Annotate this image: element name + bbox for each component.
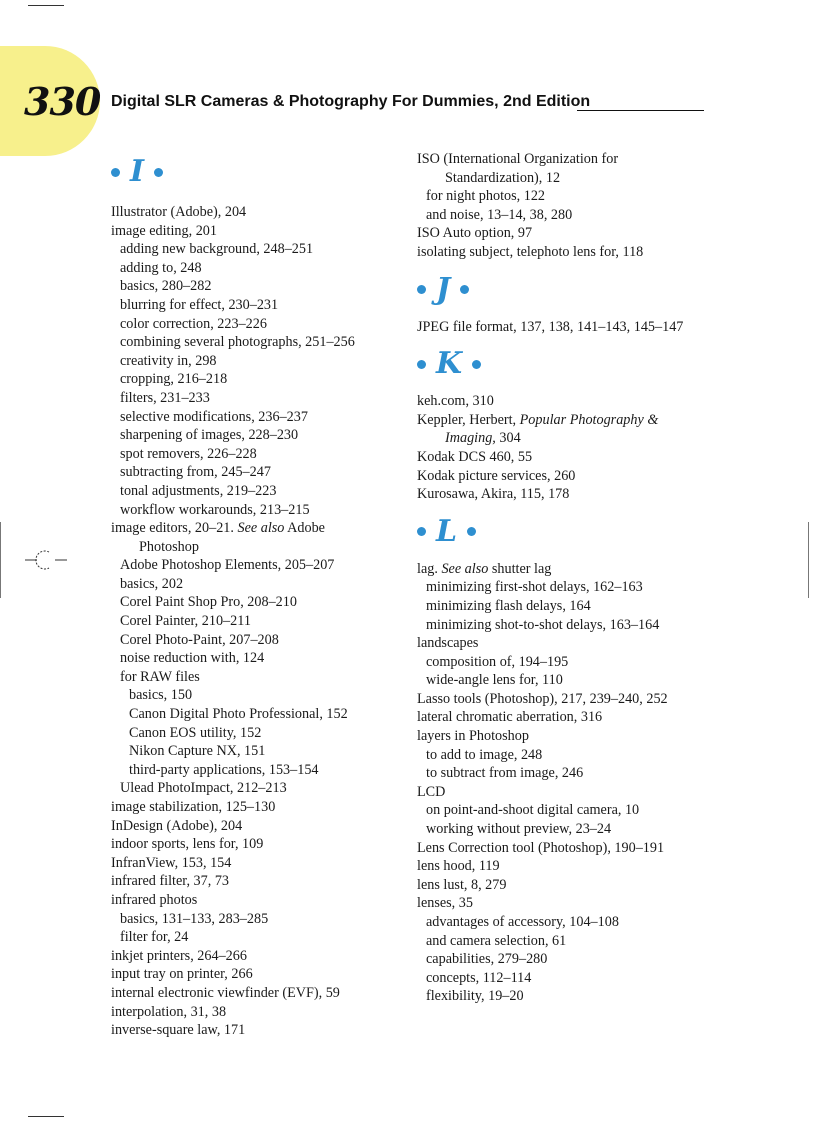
index-subsubentry: third-party applications, 153–154 <box>129 761 319 778</box>
index-entry: lens lust, 8, 279 <box>417 876 507 893</box>
index-subentry: composition of, 194–195 <box>426 653 569 670</box>
index-subentry: cropping, 216–218 <box>120 371 228 388</box>
bullet-dot-icon <box>417 527 426 536</box>
index-subsubentry: Canon EOS utility, 152 <box>129 724 262 741</box>
page-number: 330 <box>24 79 101 124</box>
index-entry: lateral chromatic aberration, 316 <box>417 709 603 726</box>
index-entry: Illustrator (Adobe), 204 <box>111 204 247 220</box>
index-subentry: combining several photographs, 251–256 <box>120 334 355 351</box>
section-letter: K <box>436 346 463 382</box>
index-subentry: creativity in, 298 <box>120 352 217 369</box>
section-letter: J <box>436 271 451 307</box>
bullet-dot-icon <box>467 527 476 536</box>
section-heading-i <box>111 150 401 194</box>
bullet-dot-icon <box>472 360 481 369</box>
index-subsubentry: Nikon Capture NX, 151 <box>129 743 266 760</box>
index-subentry: to subtract from image, 246 <box>426 765 584 782</box>
index-subentry: Adobe Photoshop Elements, 205–207 <box>120 557 335 574</box>
bullet-dot-icon <box>417 285 426 294</box>
bullet-dot-icon <box>111 168 120 177</box>
index-subentry: adding new background, 248–251 <box>120 241 314 258</box>
index-entry: interpolation, 31, 38 <box>111 1003 227 1020</box>
entry-text: lag. <box>417 560 438 577</box>
crop-mark-right <box>808 522 809 598</box>
index-subentry: capabilities, 279–280 <box>426 951 548 968</box>
index-subsubentry: Canon Digital Photo Professional, 152 <box>129 706 348 723</box>
index-subentry: blurring for effect, 230–231 <box>120 296 279 313</box>
section-heading-k <box>417 342 717 386</box>
section-letter: I <box>130 154 145 189</box>
index-entry: Kurosawa, Akira, 115, 178 <box>417 486 570 503</box>
index-entry <box>417 411 717 430</box>
entry-text: 304 <box>499 430 521 447</box>
index-entry: image stabilization, 125–130 <box>111 799 276 815</box>
index-entry: keh.com, 310 <box>417 393 494 410</box>
index-subentry: Corel Paint Shop Pro, 208–210 <box>120 594 297 611</box>
index-entry: InfranView, 153, 154 <box>111 854 232 871</box>
index-entry: input tray on printer, 266 <box>111 966 253 983</box>
crop-mark-left <box>0 522 1 598</box>
index-entry: Kodak DCS 460, 55 <box>417 448 533 465</box>
entry-text: image editors, 20–21. <box>111 520 234 537</box>
index-entry <box>111 519 401 538</box>
crop-mark-bottom <box>28 1116 64 1117</box>
registration-mark-icon <box>25 548 67 572</box>
bullet-dot-icon <box>154 168 163 177</box>
index-subentry: minimizing flash delays, 164 <box>426 597 591 614</box>
index-entry-continuation: Standardization), 12 <box>445 169 561 186</box>
index-entry: isolating subject, telephoto lens for, 118 <box>417 243 644 260</box>
index-entry <box>417 560 717 579</box>
index-entry: lens hood, 119 <box>417 858 500 875</box>
index-subentry: to add to image, 248 <box>426 746 543 763</box>
index-subentry: concepts, 112–114 <box>426 969 532 986</box>
entry-italic: Popular Photography & <box>519 411 659 428</box>
index-subentry: and noise, 13–14, 38, 280 <box>426 206 573 223</box>
index-entry-continuation: Photoshop <box>139 538 199 555</box>
index-entry-continuation <box>417 429 717 448</box>
index-subentry: color correction, 223–226 <box>120 315 267 332</box>
index-entry: ISO (International Organization for <box>417 151 619 167</box>
index-subentry: tonal adjustments, 219–223 <box>120 482 277 499</box>
crop-mark-top <box>28 5 64 6</box>
index-column-right <box>417 150 717 1006</box>
section-heading-l <box>417 510 717 554</box>
book-title: Digital SLR Cameras & Photography For Dummies, 2nd Edition <box>111 93 591 110</box>
entry-text: Keppler, Herbert, <box>417 411 517 428</box>
index-subentry: spot removers, 226–228 <box>120 445 257 462</box>
entry-italic: Imaging, <box>445 430 496 447</box>
index-subentry: on point-and-shoot digital camera, 10 <box>426 802 640 819</box>
see-also-ref: Adobe <box>287 520 325 537</box>
title-rule <box>577 110 704 111</box>
index-subentry: adding to, 248 <box>120 259 202 276</box>
section-heading-j <box>417 268 717 312</box>
index-entry: Lasso tools (Photoshop), 217, 239–240, 252 <box>417 690 668 707</box>
index-subentry: and camera selection, 61 <box>426 932 567 949</box>
index-subentry: basics, 202 <box>120 575 184 592</box>
bullet-dot-icon <box>460 285 469 294</box>
index-subentry: sharpening of images, 228–230 <box>120 427 299 444</box>
index-subentry: Corel Photo-Paint, 207–208 <box>120 631 279 648</box>
index-entry: lenses, 35 <box>417 895 473 912</box>
index-subentry: basics, 131–133, 283–285 <box>120 910 269 927</box>
index-entry: infrared filter, 37, 73 <box>111 873 230 890</box>
index-subentry: workflow workarounds, 213–215 <box>120 501 310 518</box>
index-subentry: filters, 231–233 <box>120 389 210 406</box>
index-entry: InDesign (Adobe), 204 <box>111 817 243 834</box>
index-subentry: Corel Painter, 210–211 <box>120 613 251 630</box>
index-entry: inkjet printers, 264–266 <box>111 947 247 964</box>
index-subentry: filter for, 24 <box>120 929 189 946</box>
index-subentry: Ulead PhotoImpact, 212–213 <box>120 780 287 797</box>
index-subentry: for RAW files <box>120 668 200 685</box>
index-subentry: advantages of accessory, 104–108 <box>426 914 619 930</box>
index-subentry: wide-angle lens for, 110 <box>426 672 563 689</box>
see-also-ref: shutter lag <box>491 560 552 577</box>
index-entry: landscapes <box>417 635 479 652</box>
section-letter: L <box>436 513 458 549</box>
index-entry: Kodak picture services, 260 <box>417 467 576 484</box>
index-subentry: basics, 280–282 <box>120 278 212 295</box>
index-subentry: working without preview, 23–24 <box>426 821 612 838</box>
bullet-dot-icon <box>417 360 426 369</box>
index-entry: LCD <box>417 783 446 800</box>
index-subentry: minimizing shot-to-shot delays, 163–164 <box>426 616 660 633</box>
index-subentry: for night photos, 122 <box>426 188 546 205</box>
index-subentry: flexibility, 19–20 <box>426 988 524 1005</box>
index-column-left <box>111 150 401 1040</box>
index-subentry: noise reduction with, 124 <box>120 650 265 667</box>
index-subentry: subtracting from, 245–247 <box>120 464 271 481</box>
index-entry: Lens Correction tool (Photoshop), 190–191 <box>417 839 665 856</box>
index-entry: indoor sports, lens for, 109 <box>111 836 264 853</box>
index-entry: layers in Photoshop <box>417 728 529 745</box>
index-entry: infrared photos <box>111 891 198 908</box>
index-entry: JPEG file format, 137, 138, 141–143, 145–147 <box>417 318 684 335</box>
index-entry: inverse-square law, 171 <box>111 1022 246 1039</box>
index-subentry: minimizing first-shot delays, 162–163 <box>426 579 643 596</box>
index-subsubentry: basics, 150 <box>129 687 193 704</box>
see-also: See also <box>441 560 489 577</box>
index-entry: image editing, 201 <box>111 222 217 239</box>
index-subentry: selective modifications, 236–237 <box>120 408 308 425</box>
see-also: See also <box>237 520 285 537</box>
index-entry: internal electronic viewfinder (EVF), 59 <box>111 984 340 1001</box>
index-entry: ISO Auto option, 97 <box>417 225 533 242</box>
